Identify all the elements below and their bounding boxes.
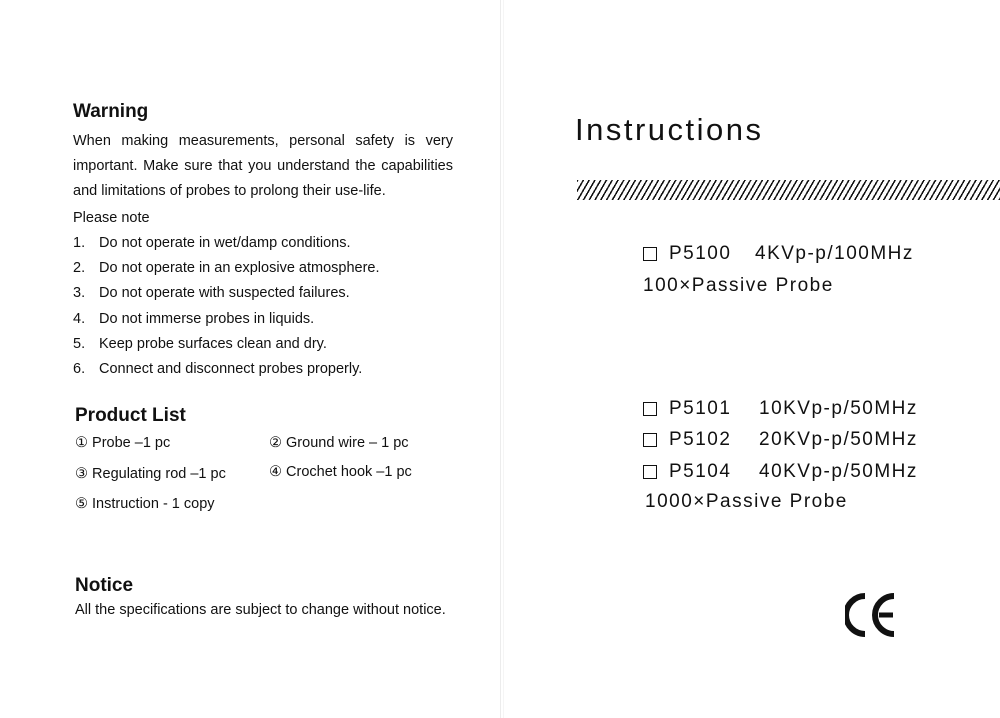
- list-item-number: 3.: [73, 285, 86, 302]
- model-spec: 20KVp-p/50MHz: [759, 429, 918, 450]
- warning-section: [73, 100, 473, 382]
- notice-title: Notice: [75, 575, 134, 596]
- list-item: [73, 281, 473, 306]
- probe-type-label: 1000×Passive Probe: [645, 491, 848, 512]
- model-row: [643, 461, 918, 483]
- list-item: [73, 332, 473, 357]
- page-fold-shadow: [503, 0, 504, 718]
- list-item: [73, 307, 473, 332]
- product-item: ① Probe –1 pc: [75, 435, 171, 451]
- page-fold: [500, 0, 501, 718]
- list-item: [73, 357, 473, 382]
- model-name: P5104: [669, 461, 732, 482]
- note-label: Please note: [73, 210, 150, 226]
- list-item-text: Do not operate in wet/damp conditions.: [99, 235, 351, 251]
- list-item-number: 5.: [73, 335, 86, 352]
- ce-mark-icon: [845, 592, 901, 638]
- model-name: P5100: [669, 243, 732, 264]
- list-item-number: 6.: [73, 361, 86, 378]
- list-item-text: Connect and disconnect probes properly.: [99, 361, 363, 378]
- instructions-title: Instructions: [575, 112, 764, 147]
- model-row: [643, 243, 914, 265]
- model-spec: 4KVp-p/100MHz: [755, 243, 914, 264]
- notice-text: All the specifications are subject to change without notice.: [75, 602, 446, 618]
- model-row: [643, 398, 918, 420]
- product-item: ⑤ Instruction - 1 copy: [75, 496, 215, 512]
- warning-text: When making measurements, personal safety is very important. Make sure that you understand the capabilities and limitations of probes to prolong their use-life.: [73, 133, 453, 199]
- product-item: ④ Crochet hook –1 pc: [269, 464, 412, 480]
- list-item-number: 1.: [73, 235, 86, 251]
- list-item: [73, 256, 473, 281]
- checkbox-icon: [643, 433, 657, 447]
- checkbox-icon: [643, 247, 657, 261]
- list-item-text: Do not immerse probes in liquids.: [99, 310, 315, 327]
- warning-list: [73, 231, 473, 382]
- hatched-divider: [577, 180, 1000, 200]
- list-item: [73, 231, 473, 256]
- list-item-text: Do not operate with suspected failures.: [99, 285, 350, 302]
- model-name: P5101: [669, 398, 732, 419]
- model-spec: 10KVp-p/50MHz: [759, 398, 918, 419]
- model-row: [643, 429, 918, 451]
- list-item-text: Do not operate in an explosive atmosphere.: [99, 260, 380, 277]
- product-item: ② Ground wire – 1 pc: [269, 435, 409, 451]
- probe-type-label: 100×Passive Probe: [643, 275, 834, 296]
- model-spec: 40KVp-p/50MHz: [759, 461, 918, 482]
- warning-title: Warning: [73, 101, 149, 122]
- product-list-title: Product List: [75, 405, 186, 426]
- checkbox-icon: [643, 402, 657, 416]
- model-name: P5102: [669, 429, 732, 450]
- product-item: ③ Regulating rod –1 pc: [75, 466, 226, 482]
- list-item-number: 2.: [73, 260, 86, 277]
- list-item-text: Keep probe surfaces clean and dry.: [99, 335, 327, 352]
- list-item-number: 4.: [73, 310, 86, 327]
- checkbox-icon: [643, 465, 657, 479]
